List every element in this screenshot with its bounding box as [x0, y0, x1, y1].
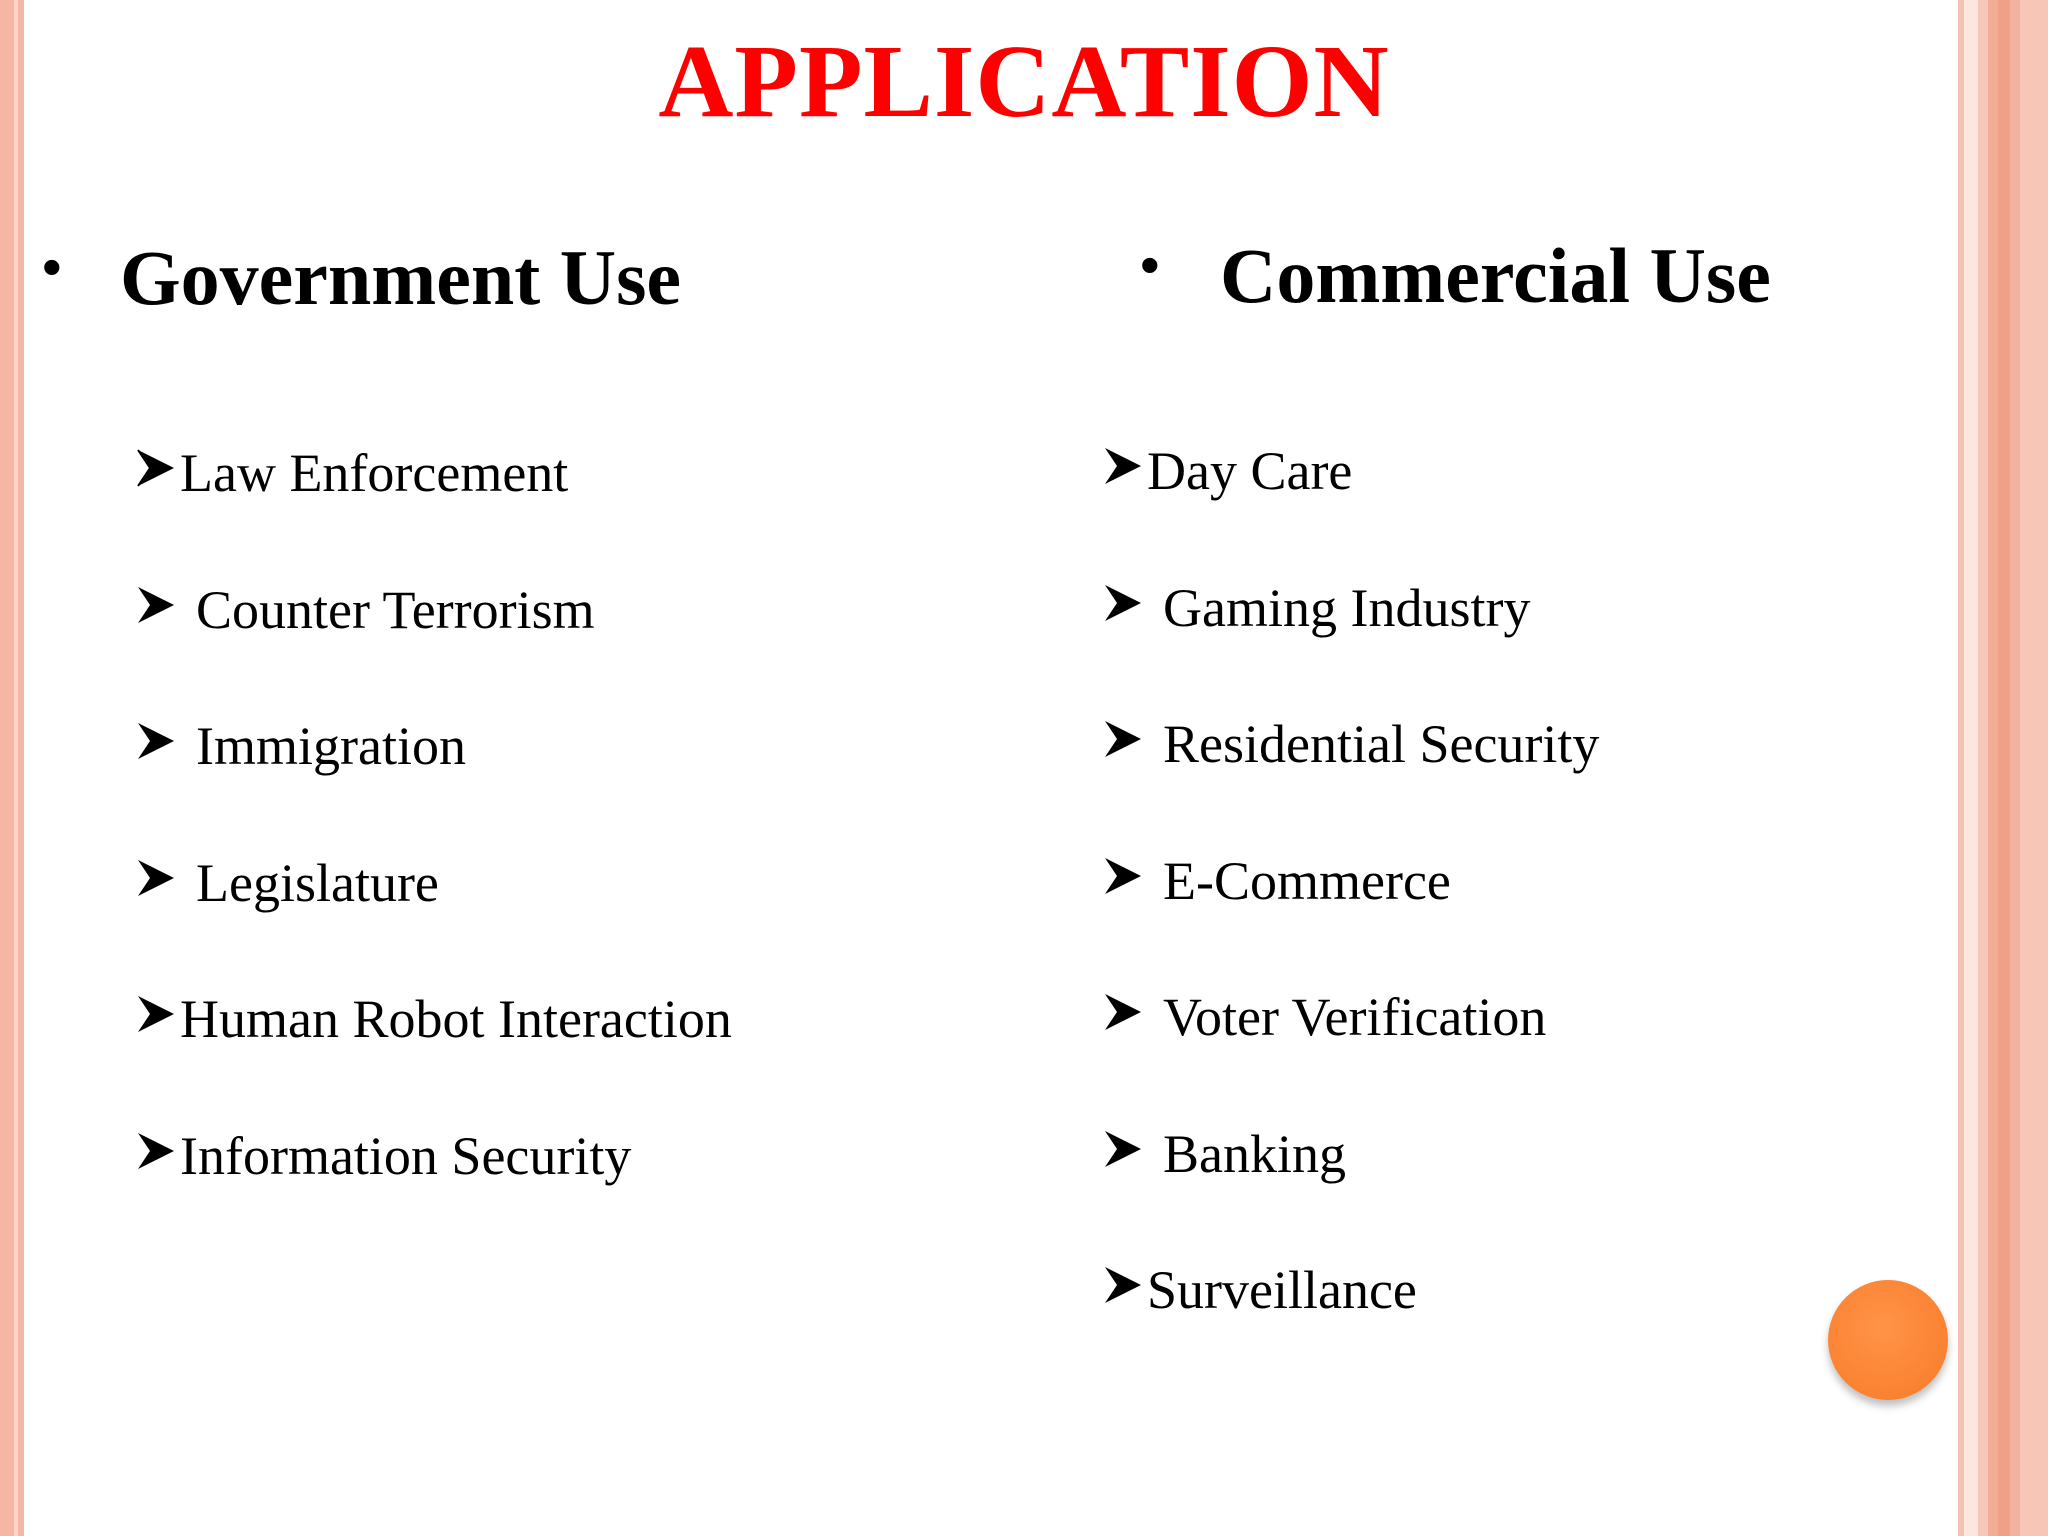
- left-border-highlight: [14, 0, 18, 1536]
- commercial-heading-label: Commercial Use: [1220, 232, 1771, 319]
- commercial-use-heading: [1140, 220, 1771, 321]
- list-item-label: Immigration: [196, 716, 466, 776]
- arrowhead-bullet-icon: [1103, 856, 1143, 896]
- left-border-decoration: [0, 0, 24, 1536]
- government-heading-label: Government Use: [120, 234, 682, 321]
- right-border-band: [1988, 0, 1998, 1536]
- list-item-label: E-Commerce: [1163, 850, 1451, 911]
- right-border-band: [2010, 0, 2020, 1536]
- right-border-band: [1978, 0, 1988, 1536]
- arrowhead-bullet-icon: [1103, 992, 1143, 1032]
- arrowhead-bullet-icon: [1103, 1265, 1143, 1305]
- arrowhead-bullet-icon: [136, 721, 176, 761]
- list-item-label: Gaming Industry: [1163, 577, 1531, 638]
- list-item-label: Law Enforcement: [180, 443, 569, 503]
- arrowhead-bullet-icon: [136, 994, 176, 1034]
- arrowhead-bullet-icon: [1103, 446, 1143, 486]
- list-item-label: Residential Security: [1163, 714, 1600, 774]
- arrowhead-bullet-icon: [1103, 719, 1143, 759]
- arrowhead-bullet-icon: [136, 858, 176, 898]
- list-item-label: Surveillance: [1147, 1260, 1417, 1320]
- right-border-band: [1964, 0, 1978, 1536]
- bullet-dot-icon: •: [1140, 233, 1160, 296]
- arrowhead-bullet-icon: [136, 1131, 176, 1171]
- list-item-label: Day Care: [1147, 441, 1353, 501]
- arrowhead-bullet-icon: [1103, 583, 1143, 623]
- orange-circle-decoration: [1828, 1280, 1948, 1400]
- list-item-label: Banking: [1163, 1123, 1346, 1184]
- bullet-dot-icon: •: [42, 235, 62, 298]
- right-border-band: [2020, 0, 2048, 1536]
- right-border-band: [1998, 0, 2010, 1536]
- list-item-label: Voter Verification: [1163, 987, 1547, 1047]
- list-item-label: Legislature: [196, 852, 439, 913]
- list-item-label: Human Robot Interaction: [180, 989, 732, 1049]
- arrowhead-bullet-icon: [1103, 1129, 1143, 1169]
- slide-title: APPLICATION: [658, 24, 1390, 139]
- list-item-label: Counter Terrorism: [196, 579, 595, 640]
- arrowhead-bullet-icon: [136, 585, 176, 625]
- government-use-heading: [42, 222, 681, 323]
- list-item-label: Information Security: [180, 1125, 632, 1186]
- arrowhead-bullet-icon: [136, 448, 176, 488]
